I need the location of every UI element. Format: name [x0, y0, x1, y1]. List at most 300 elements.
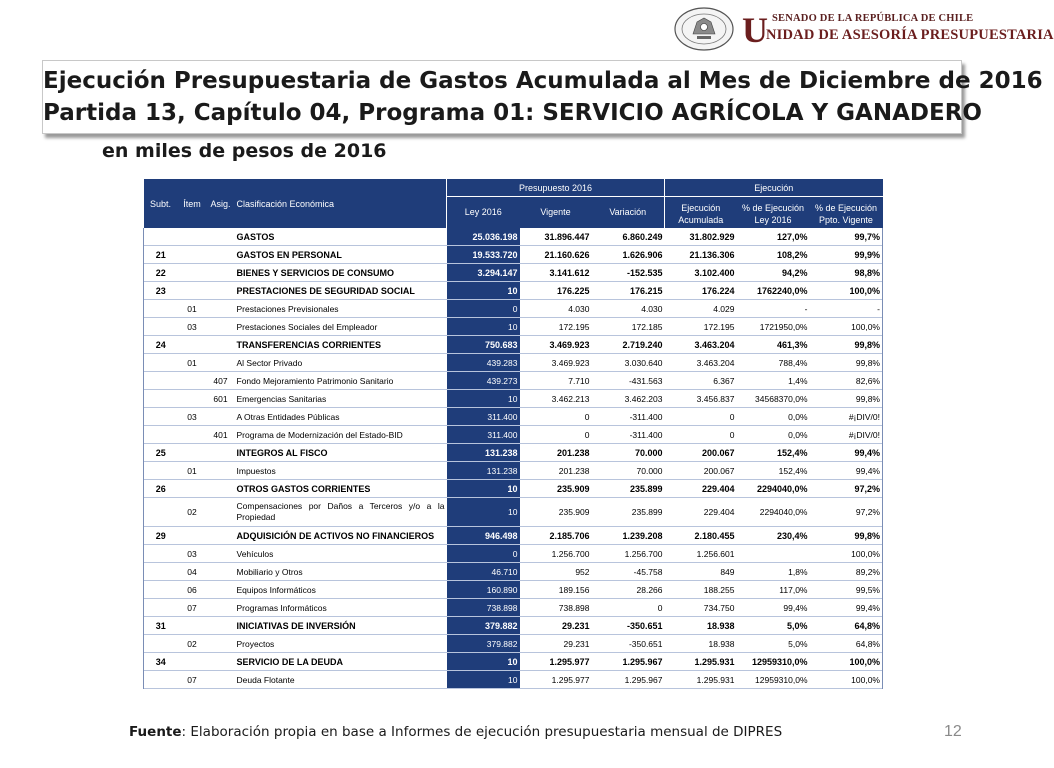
cell-pct-vigente: 100,0% [810, 318, 883, 336]
cell-vigente: 201.238 [520, 444, 592, 462]
source-text: : Elaboración propia en base a Informes de ejecución presupuestaria mensual de DIPRES [181, 724, 783, 740]
cell-ley-2016: 131.238 [447, 444, 520, 462]
table-row [144, 545, 883, 563]
cell-item [178, 527, 207, 545]
cell-asig: 407 [207, 372, 235, 390]
table-row [144, 444, 883, 462]
cell-ejecucion-acumulada: 1.295.931 [665, 653, 737, 671]
table-row [144, 228, 883, 246]
cell-subt [144, 426, 178, 444]
cell-pct-ley: 230,4% [737, 527, 810, 545]
cell-ley-2016: 10 [447, 653, 520, 671]
cell-clasificacion: GASTOS EN PERSONAL [235, 246, 447, 264]
cell-subt [144, 581, 178, 599]
cell-subt: 24 [144, 336, 178, 354]
cell-ley-2016: 946.498 [447, 527, 520, 545]
cell-ejecucion-acumulada: 849 [665, 563, 737, 581]
cell-variacion: 1.256.700 [592, 545, 665, 563]
table-row [144, 318, 883, 336]
cell-vigente: 201.238 [520, 462, 592, 480]
cell-pct-vigente: 99,5% [810, 581, 883, 599]
cell-clasificacion: Programas Informáticos [235, 599, 447, 617]
cell-vigente: 4.030 [520, 300, 592, 318]
cell-vigente: 3.462.213 [520, 390, 592, 408]
cell-pct-vigente: 64,8% [810, 617, 883, 635]
cell-ley-2016: 0 [447, 545, 520, 563]
cell-pct-ley: 152,4% [737, 462, 810, 480]
cell-asig [207, 581, 235, 599]
cell-clasificacion: Prestaciones Sociales del Empleador [235, 318, 447, 336]
cell-item [178, 426, 207, 444]
table-row [144, 480, 883, 498]
cell-ley-2016: 46.710 [447, 563, 520, 581]
cell-pct-vigente: 99,4% [810, 462, 883, 480]
cell-variacion: 1.626.906 [592, 246, 665, 264]
cell-ley-2016: 10 [447, 282, 520, 300]
cell-clasificacion: A Otras Entidades Públicas [235, 408, 447, 426]
cell-clasificacion: Al Sector Privado [235, 354, 447, 372]
cell-pct-vigente: 99,7% [810, 228, 883, 246]
cell-ley-2016: 19.533.720 [447, 246, 520, 264]
cell-asig: 401 [207, 426, 235, 444]
table-row [144, 462, 883, 480]
cell-asig: 601 [207, 390, 235, 408]
table-row [144, 336, 883, 354]
cell-item [178, 246, 207, 264]
cell-variacion: 2.719.240 [592, 336, 665, 354]
cell-variacion: 1.239.208 [592, 527, 665, 545]
cell-clasificacion: Vehículos [235, 545, 447, 563]
cell-vigente: 3.469.923 [520, 354, 592, 372]
col-variacion-header: Variación [592, 197, 665, 229]
group-ejecucion-header: Ejecución [665, 179, 883, 197]
cell-asig [207, 498, 235, 527]
table-row [144, 671, 883, 689]
cell-asig [207, 617, 235, 635]
cell-ley-2016: 10 [447, 498, 520, 527]
cell-clasificacion: Compensaciones por Daños a Terceros y/o a la Propiedad [235, 498, 447, 527]
cell-ley-2016: 131.238 [447, 462, 520, 480]
cell-vigente: 31.896.447 [520, 228, 592, 246]
cell-item: 03 [178, 408, 207, 426]
table-row [144, 264, 883, 282]
table-row [144, 617, 883, 635]
col-ejec-acum-header: Ejecución Acumulada [665, 197, 737, 229]
cell-variacion: 3.462.203 [592, 390, 665, 408]
cell-vigente: 235.909 [520, 498, 592, 527]
cell-ley-2016: 311.400 [447, 426, 520, 444]
senado-seal-logo [673, 6, 735, 52]
cell-pct-vigente: 99,8% [810, 336, 883, 354]
table-row [144, 354, 883, 372]
cell-pct-vigente: 99,4% [810, 444, 883, 462]
cell-vigente: 1.256.700 [520, 545, 592, 563]
cell-vigente: 3.469.923 [520, 336, 592, 354]
cell-ejecucion-acumulada: 6.367 [665, 372, 737, 390]
cell-clasificacion: INICIATIVAS DE INVERSIÓN [235, 617, 447, 635]
cell-asig [207, 282, 235, 300]
cell-ejecucion-acumulada: 176.224 [665, 282, 737, 300]
cell-pct-ley: - [737, 300, 810, 318]
cell-clasificacion: BIENES Y SERVICIOS DE CONSUMO [235, 264, 447, 282]
cell-clasificacion: SERVICIO DE LA DEUDA [235, 653, 447, 671]
cell-clasificacion: Deuda Flotante [235, 671, 447, 689]
cell-variacion: 1.295.967 [592, 671, 665, 689]
cell-pct-ley: 1,4% [737, 372, 810, 390]
cell-variacion: 70.000 [592, 444, 665, 462]
cell-clasificacion: ADQUISICIÓN DE ACTIVOS NO FINANCIEROS [235, 527, 447, 545]
cell-ley-2016: 0 [447, 300, 520, 318]
cell-clasificacion: Fondo Mejoramiento Patrimonio Sanitario [235, 372, 447, 390]
cell-subt [144, 462, 178, 480]
table-row [144, 372, 883, 390]
table-row [144, 300, 883, 318]
cell-vigente: 7.710 [520, 372, 592, 390]
cell-asig [207, 444, 235, 462]
cell-pct-ley: 788,4% [737, 354, 810, 372]
cell-vigente: 189.156 [520, 581, 592, 599]
cell-subt [144, 354, 178, 372]
cell-pct-ley: 2294040,0% [737, 480, 810, 498]
cell-pct-ley: 99,4% [737, 599, 810, 617]
cell-ley-2016: 10 [447, 318, 520, 336]
cell-item [178, 336, 207, 354]
cell-asig [207, 480, 235, 498]
cell-ejecucion-acumulada: 0 [665, 426, 737, 444]
cell-pct-vigente: #¡DIV/0! [810, 408, 883, 426]
table-row [144, 390, 883, 408]
cell-subt [144, 300, 178, 318]
cell-subt [144, 372, 178, 390]
cell-asig [207, 354, 235, 372]
table-row [144, 498, 883, 527]
units-subtitle: en miles de pesos de 2016 [102, 140, 387, 162]
cell-ley-2016: 311.400 [447, 408, 520, 426]
col-clasif-header: Clasificación Económica [235, 179, 447, 228]
cell-item [178, 228, 207, 246]
cell-asig [207, 653, 235, 671]
cell-item [178, 444, 207, 462]
cell-item: 01 [178, 462, 207, 480]
cell-vigente: 0 [520, 426, 592, 444]
cell-item: 01 [178, 300, 207, 318]
cell-item [178, 480, 207, 498]
cell-ley-2016: 25.036.198 [447, 228, 520, 246]
cell-vigente: 235.909 [520, 480, 592, 498]
cell-clasificacion: Emergencias Sanitarias [235, 390, 447, 408]
table-row [144, 581, 883, 599]
cell-ley-2016: 3.294.147 [447, 264, 520, 282]
cell-ejecucion-acumulada: 229.404 [665, 480, 737, 498]
logo-letter: U [742, 10, 768, 50]
cell-variacion: 172.185 [592, 318, 665, 336]
cell-ejecucion-acumulada: 2.180.455 [665, 527, 737, 545]
unidad-asesoria-logo [742, 10, 1054, 50]
cell-ley-2016: 738.898 [447, 599, 520, 617]
cell-clasificacion: INTEGROS AL FISCO [235, 444, 447, 462]
cell-variacion: -311.400 [592, 408, 665, 426]
cell-subt [144, 318, 178, 336]
logo-senado-line: SENADO DE LA REPÚBLICA DE CHILE [772, 13, 974, 24]
cell-ejecucion-acumulada: 172.195 [665, 318, 737, 336]
cell-vigente: 1.295.977 [520, 671, 592, 689]
cell-vigente: 176.225 [520, 282, 592, 300]
page-number: 12 [944, 723, 962, 740]
cell-subt: 26 [144, 480, 178, 498]
cell-ley-2016: 439.273 [447, 372, 520, 390]
cell-subt [144, 599, 178, 617]
cell-asig [207, 408, 235, 426]
table-row [144, 408, 883, 426]
cell-item: 01 [178, 354, 207, 372]
cell-ejecucion-acumulada: 31.802.929 [665, 228, 737, 246]
cell-pct-ley: 0,0% [737, 408, 810, 426]
budget-execution-table [143, 179, 883, 689]
cell-item [178, 653, 207, 671]
cell-item: 02 [178, 635, 207, 653]
cell-clasificacion: Impuestos [235, 462, 447, 480]
cell-clasificacion: OTROS GASTOS CORRIENTES [235, 480, 447, 498]
cell-variacion: 70.000 [592, 462, 665, 480]
table-row [144, 563, 883, 581]
cell-item [178, 264, 207, 282]
cell-item: 07 [178, 599, 207, 617]
cell-item [178, 372, 207, 390]
cell-pct-vigente: 97,2% [810, 480, 883, 498]
cell-pct-ley: 1,8% [737, 563, 810, 581]
cell-subt [144, 563, 178, 581]
cell-pct-vigente: 82,6% [810, 372, 883, 390]
col-item-header: Ítem [178, 179, 207, 228]
cell-pct-ley: 152,4% [737, 444, 810, 462]
cell-pct-vigente: 99,8% [810, 390, 883, 408]
cell-asig [207, 462, 235, 480]
cell-subt: 23 [144, 282, 178, 300]
cell-subt [144, 545, 178, 563]
cell-item: 06 [178, 581, 207, 599]
table-row [144, 246, 883, 264]
cell-ley-2016: 10 [447, 671, 520, 689]
table-row [144, 282, 883, 300]
cell-asig [207, 563, 235, 581]
cell-variacion: -431.563 [592, 372, 665, 390]
cell-subt: 21 [144, 246, 178, 264]
cell-item: 04 [178, 563, 207, 581]
cell-subt [144, 408, 178, 426]
cell-variacion: -311.400 [592, 426, 665, 444]
source-label: Fuente [129, 724, 182, 740]
table-row [144, 653, 883, 671]
table-row [144, 599, 883, 617]
cell-asig [207, 599, 235, 617]
cell-pct-ley: 12959310,0% [737, 671, 810, 689]
cell-ejecucion-acumulada: 1.295.931 [665, 671, 737, 689]
cell-variacion: -350.651 [592, 617, 665, 635]
cell-asig [207, 228, 235, 246]
cell-item [178, 390, 207, 408]
cell-clasificacion: PRESTACIONES DE SEGURIDAD SOCIAL [235, 282, 447, 300]
cell-pct-vigente: 99,8% [810, 354, 883, 372]
cell-subt: 29 [144, 527, 178, 545]
cell-item [178, 282, 207, 300]
cell-pct-ley: 5,0% [737, 617, 810, 635]
cell-ejecucion-acumulada: 200.067 [665, 462, 737, 480]
cell-vigente: 952 [520, 563, 592, 581]
cell-clasificacion: Proyectos [235, 635, 447, 653]
cell-variacion: 0 [592, 599, 665, 617]
table-body [144, 228, 883, 689]
cell-subt: 25 [144, 444, 178, 462]
cell-subt [144, 390, 178, 408]
table-row [144, 426, 883, 444]
cell-pct-vigente: 64,8% [810, 635, 883, 653]
cell-ley-2016: 379.882 [447, 635, 520, 653]
col-vigente-header: Vigente [520, 197, 592, 229]
cell-vigente: 0 [520, 408, 592, 426]
cell-variacion: 1.295.967 [592, 653, 665, 671]
table-row [144, 635, 883, 653]
logo-unidad-line: NIDAD DE ASESORÍA PRESUPUESTARIA [766, 27, 1054, 43]
cell-pct-ley: 2294040,0% [737, 498, 810, 527]
cell-asig [207, 318, 235, 336]
cell-variacion: -152.535 [592, 264, 665, 282]
cell-vigente: 738.898 [520, 599, 592, 617]
cell-pct-vigente: 100,0% [810, 545, 883, 563]
cell-item: 03 [178, 545, 207, 563]
cell-pct-vigente: 99,8% [810, 527, 883, 545]
cell-pct-vigente: 100,0% [810, 282, 883, 300]
cell-asig [207, 246, 235, 264]
cell-clasificacion: GASTOS [235, 228, 447, 246]
cell-pct-ley [737, 545, 810, 563]
cell-pct-ley: 34568370,0% [737, 390, 810, 408]
col-subt-header: Subt. [144, 179, 178, 228]
cell-pct-vigente: #¡DIV/0! [810, 426, 883, 444]
cell-variacion: 235.899 [592, 480, 665, 498]
cell-ley-2016: 160.890 [447, 581, 520, 599]
cell-subt [144, 671, 178, 689]
cell-pct-ley: 1721950,0% [737, 318, 810, 336]
cell-ejecucion-acumulada: 1.256.601 [665, 545, 737, 563]
cell-vigente: 2.185.706 [520, 527, 592, 545]
cell-pct-ley: 461,3% [737, 336, 810, 354]
cell-clasificacion: Mobiliario y Otros [235, 563, 447, 581]
cell-pct-vigente: 97,2% [810, 498, 883, 527]
cell-pct-vigente: 99,4% [810, 599, 883, 617]
col-pct-vig-header: % de Ejecución Ppto. Vigente [810, 197, 883, 229]
cell-ejecucion-acumulada: 200.067 [665, 444, 737, 462]
cell-asig [207, 264, 235, 282]
cell-asig [207, 527, 235, 545]
cell-pct-vigente: - [810, 300, 883, 318]
cell-item: 03 [178, 318, 207, 336]
cell-pct-ley: 1762240,0% [737, 282, 810, 300]
page-title-line2: Partida 13, Capítulo 04, Programa 01: SERVICIO AGRÍCOLA Y GANADERO [43, 100, 982, 126]
cell-pct-vigente: 98,8% [810, 264, 883, 282]
cell-variacion: 28.266 [592, 581, 665, 599]
cell-ejecucion-acumulada: 229.404 [665, 498, 737, 527]
cell-pct-vigente: 89,2% [810, 563, 883, 581]
cell-ley-2016: 10 [447, 480, 520, 498]
cell-variacion: 176.215 [592, 282, 665, 300]
cell-asig [207, 545, 235, 563]
cell-item: 07 [178, 671, 207, 689]
col-asig-header: Asig. [207, 179, 235, 228]
cell-vigente: 1.295.977 [520, 653, 592, 671]
table-row [144, 527, 883, 545]
cell-variacion: 235.899 [592, 498, 665, 527]
title-box [42, 60, 1043, 134]
cell-ejecucion-acumulada: 3.456.837 [665, 390, 737, 408]
cell-subt [144, 635, 178, 653]
cell-ejecucion-acumulada: 21.136.306 [665, 246, 737, 264]
cell-ejecucion-acumulada: 734.750 [665, 599, 737, 617]
cell-subt [144, 228, 178, 246]
cell-clasificacion: Prestaciones Previsionales [235, 300, 447, 318]
cell-vigente: 3.141.612 [520, 264, 592, 282]
cell-ejecucion-acumulada: 4.029 [665, 300, 737, 318]
cell-pct-vigente: 100,0% [810, 671, 883, 689]
cell-item [178, 617, 207, 635]
cell-ejecucion-acumulada: 18.938 [665, 617, 737, 635]
cell-vigente: 29.231 [520, 617, 592, 635]
cell-variacion: 3.030.640 [592, 354, 665, 372]
cell-clasificacion: Programa de Modernización del Estado-BID [235, 426, 447, 444]
cell-ejecucion-acumulada: 3.463.204 [665, 354, 737, 372]
cell-ley-2016: 10 [447, 390, 520, 408]
cell-ejecucion-acumulada: 3.102.400 [665, 264, 737, 282]
cell-variacion: 6.860.249 [592, 228, 665, 246]
cell-clasificacion: TRANSFERENCIAS CORRIENTES [235, 336, 447, 354]
cell-ejecucion-acumulada: 18.938 [665, 635, 737, 653]
cell-clasificacion: Equipos Informáticos [235, 581, 447, 599]
cell-asig [207, 635, 235, 653]
cell-ley-2016: 439.283 [447, 354, 520, 372]
cell-pct-ley: 5,0% [737, 635, 810, 653]
cell-asig [207, 671, 235, 689]
col-ley-header: Ley 2016 [447, 197, 520, 229]
page-title-line1: Ejecución Presupuestaria de Gastos Acumulada al Mes de Diciembre de 2016 [43, 68, 1043, 94]
source-footnote [129, 724, 782, 740]
cell-ley-2016: 379.882 [447, 617, 520, 635]
cell-subt: 22 [144, 264, 178, 282]
col-pct-ley-header: % de Ejecución Ley 2016 [737, 197, 810, 229]
cell-vigente: 29.231 [520, 635, 592, 653]
cell-subt: 34 [144, 653, 178, 671]
cell-ejecucion-acumulada: 3.463.204 [665, 336, 737, 354]
cell-pct-ley: 12959310,0% [737, 653, 810, 671]
cell-pct-ley: 108,2% [737, 246, 810, 264]
cell-pct-vigente: 100,0% [810, 653, 883, 671]
cell-pct-ley: 117,0% [737, 581, 810, 599]
cell-variacion: 4.030 [592, 300, 665, 318]
cell-pct-ley: 94,2% [737, 264, 810, 282]
group-presupuesto-header: Presupuesto 2016 [447, 179, 665, 197]
cell-ejecucion-acumulada: 188.255 [665, 581, 737, 599]
cell-subt: 31 [144, 617, 178, 635]
cell-asig [207, 336, 235, 354]
cell-subt [144, 498, 178, 527]
cell-variacion: -350.651 [592, 635, 665, 653]
cell-pct-ley: 127,0% [737, 228, 810, 246]
cell-pct-ley: 0,0% [737, 426, 810, 444]
cell-asig [207, 300, 235, 318]
cell-variacion: -45.758 [592, 563, 665, 581]
cell-item: 02 [178, 498, 207, 527]
cell-vigente: 21.160.626 [520, 246, 592, 264]
cell-ejecucion-acumulada: 0 [665, 408, 737, 426]
cell-ley-2016: 750.683 [447, 336, 520, 354]
